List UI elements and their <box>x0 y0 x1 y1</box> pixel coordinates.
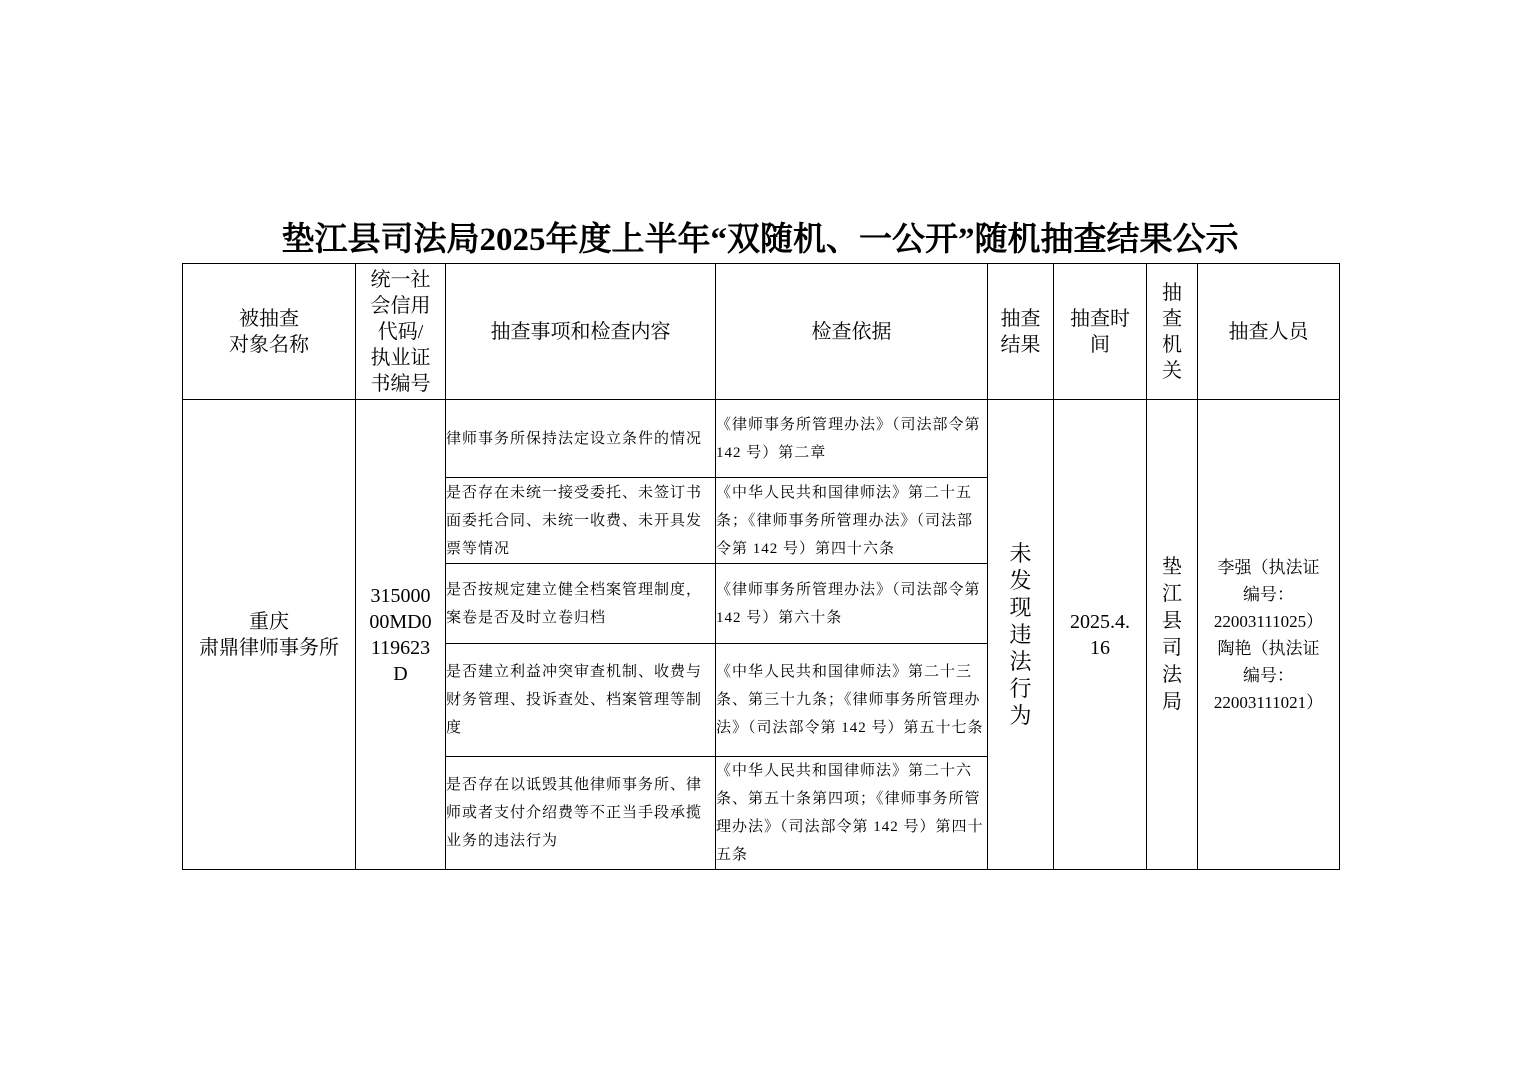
staff-cell <box>1198 400 1340 870</box>
staff-line-6: 22003111021） <box>1213 692 1324 712</box>
staff-line-2: 编号： <box>1243 584 1294 604</box>
header-credit-code <box>356 264 446 400</box>
staff-line-5: 编号： <box>1243 665 1294 685</box>
header-agency-line-3: 机 <box>1162 333 1182 356</box>
check-item-text: 是否存在以诋毁其他律师事务所、律师或者支付介绍费等不正当手段承揽业务的违法行为 <box>446 777 703 849</box>
header-credit-code-line-1: 统一社 <box>370 268 431 291</box>
staff-line-1: 李强（执法证 <box>1217 557 1320 577</box>
result-text: 未发现违法行为 <box>1009 540 1032 728</box>
check-basis-text: 《中华人民共和国律师法》第二十三条、第三十九条；《律师事务所管理办法》（司法部令第 142 号）第五十七条 <box>716 664 984 736</box>
credit-code-line-4: D <box>393 662 408 685</box>
header-target-name-line-2: 对象名称 <box>229 333 309 356</box>
table-header-row <box>183 264 1340 400</box>
header-target-name <box>183 264 356 400</box>
check-basis-cell <box>716 564 988 644</box>
check-basis-text: 《律师事务所管理办法》（司法部令第 142 号）第六十条 <box>716 581 981 626</box>
check-basis-cell <box>716 644 988 757</box>
header-result <box>988 264 1054 400</box>
header-result-line-1: 抽查 <box>1000 307 1041 330</box>
header-target-name-line-1: 被抽查 <box>239 307 299 330</box>
table-row <box>183 400 1340 478</box>
header-time-line-1: 抽查时 <box>1070 307 1130 330</box>
header-agency-line-1: 抽 <box>1162 281 1182 304</box>
header-credit-code-line-2: 会信用 <box>370 294 431 317</box>
time-line-2: 16 <box>1090 636 1110 659</box>
check-item-text: 是否建立利益冲突审查机制、收费与财务管理、投诉查处、档案管理等制度 <box>446 664 703 736</box>
inspection-results-table <box>182 263 1340 870</box>
check-basis-cell <box>716 400 988 478</box>
header-agency-line-2: 查 <box>1162 307 1182 330</box>
agency-text: 垫江县司法局 <box>1162 555 1182 713</box>
page-title: 垫江县司法局2025年度上半年“双随机、一公开”随机抽查结果公示 <box>281 222 1239 258</box>
target-name-line-2: 肃鼎律师事务所 <box>199 636 339 659</box>
header-items: 抽查事项和检查内容 <box>446 264 716 400</box>
check-item-cell <box>446 478 716 564</box>
target-name-cell <box>183 400 356 870</box>
header-time <box>1054 264 1147 400</box>
check-basis-text: 《中华人民共和国律师法》第二十六条、第五十条第四项；《律师事务所管理办法》（司法部令第 142 号）第四十五条 <box>716 763 984 863</box>
check-item-cell <box>446 400 716 478</box>
time-line-1: 2025.4. <box>1070 610 1130 633</box>
header-agency <box>1147 264 1198 400</box>
credit-code-cell <box>356 400 446 870</box>
check-basis-text: 《中华人民共和国律师法》第二十五条；《律师事务所管理办法》（司法部令第 142 号）第四十六条 <box>716 484 974 557</box>
staff-line-3: 22003111025） <box>1213 611 1324 631</box>
header-agency-line-4: 关 <box>1162 359 1182 382</box>
check-item-text: 律师事务所保持法定设立条件的情况 <box>446 430 703 447</box>
header-credit-code-line-5: 书编号 <box>370 372 431 395</box>
header-basis: 检查依据 <box>716 264 988 400</box>
credit-code-line-2: 00MD0 <box>369 610 432 633</box>
check-item-cell <box>446 564 716 644</box>
credit-code-line-1: 315000 <box>370 584 431 607</box>
header-credit-code-line-3: 代码/ <box>377 320 424 343</box>
check-basis-cell <box>716 478 988 564</box>
time-cell <box>1054 400 1147 870</box>
header-credit-code-line-4: 执业证 <box>370 346 431 369</box>
result-cell <box>988 400 1054 870</box>
header-time-line-2: 间 <box>1090 333 1110 356</box>
check-basis-text: 《律师事务所管理办法》（司法部令第 142 号）第二章 <box>716 416 981 461</box>
agency-cell <box>1147 400 1198 870</box>
check-basis-cell <box>716 757 988 870</box>
credit-code-line-3: 119623 <box>370 636 431 659</box>
check-item-text: 是否存在未统一接受委托、未签订书面委托合同、未统一收费、未开具发票等情况 <box>446 484 703 557</box>
check-item-cell <box>446 644 716 757</box>
check-item-cell <box>446 757 716 870</box>
header-result-line-2: 结果 <box>1000 333 1041 356</box>
check-item-text: 是否按规定建立健全档案管理制度，案卷是否及时立卷归档 <box>446 581 703 626</box>
staff-line-4: 陶艳（执法证 <box>1217 638 1320 658</box>
target-name-line-1: 重庆 <box>249 610 289 633</box>
header-staff: 抽查人员 <box>1198 264 1340 400</box>
